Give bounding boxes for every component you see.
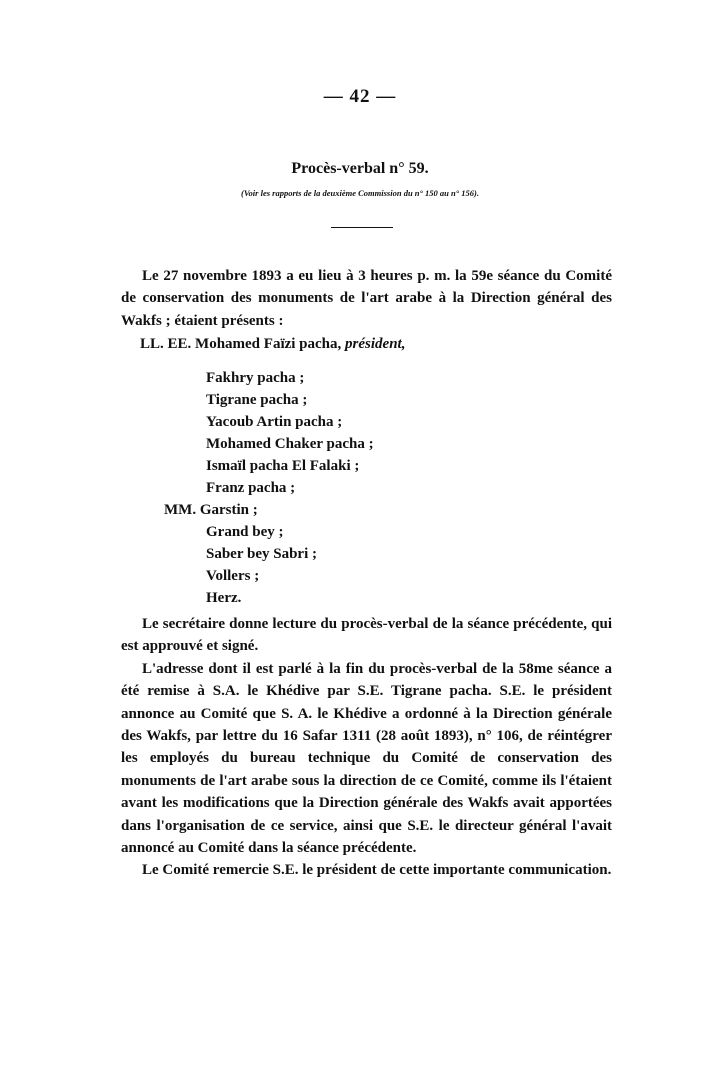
mm-prefix: MM. (164, 502, 197, 518)
attendee-monsieur: Garstin ; (199, 502, 258, 518)
attendee-excellency: Ismaïl pacha El Falaki ; (206, 458, 360, 474)
ll-ee-prefix: LL. EE. (140, 336, 192, 352)
attendee-excellency: Mohamed Chaker pacha ; (206, 436, 374, 452)
attendee-monsieur: Saber bey Sabri ; (206, 546, 317, 562)
attendee-excellency: Yacoub Artin pacha ; (206, 414, 343, 430)
page-title: Procès-verbal n° 59. (291, 160, 429, 177)
body-block (121, 613, 612, 882)
attendee-excellency: Fakhry pacha ; (206, 370, 305, 386)
intro-block (121, 265, 612, 332)
title-divider (331, 227, 393, 228)
attendee-monsieur: Grand bey ; (206, 524, 284, 540)
attendee-excellency: Franz pacha ; (206, 480, 296, 496)
roster-line-chairman (140, 333, 405, 355)
page-subtitle: (Voir les rapports de la deuxième Commission du n° 150 au n° 156). (241, 188, 479, 198)
page-number: — 42 — (323, 86, 397, 107)
chairman-role: président, (345, 336, 406, 352)
roster-line-mm (164, 499, 258, 521)
paragraph-minutes-approved: Le secrétaire donne lecture du procès-verbal de la séance précédente, qui est approuvé et signé. (121, 616, 612, 655)
attendee-excellency: Tigrane pacha ; (206, 392, 308, 408)
paragraph-khedive-order: L'adresse dont il est parlé à la fin du procès-verbal de la 58me séance a été remise à S.A. le Khédive par S.E. Tigrane pacha. S.E. le président annonce au Comité que S. A. le Khédive a ordonné à la Direction générale des Wakfs, par lettre du 16 Safar 1311 (28 août 1893), n° 106, de réintégrer les employés du bureau technique du Comité de conservation des monuments de l'art arabe sous la direction de ce Comité, comme ils l'étaient avant les modifications que la Direction générale des Wakfs avait apportées dans l'organisation de ce service, ainsi que S.E. le directeur général l'avait annoncé au Comité dans la séance précédente. (121, 660, 612, 857)
attendee-monsieur: Vollers ; (206, 568, 260, 584)
attendee-monsieur: Herz. (206, 590, 242, 606)
paragraph-thanks: Le Comité remercie S.E. le président de cette importante communication. (142, 862, 612, 879)
chairman-name: Mohamed Faïzi pacha, (195, 336, 342, 352)
intro-paragraph: Le 27 novembre 1893 a eu lieu à 3 heures p. m. la 59e séance du Comité de conservation des monuments de l'art arabe à la Direction général des Wakfs ; étaient présents : (121, 268, 612, 329)
